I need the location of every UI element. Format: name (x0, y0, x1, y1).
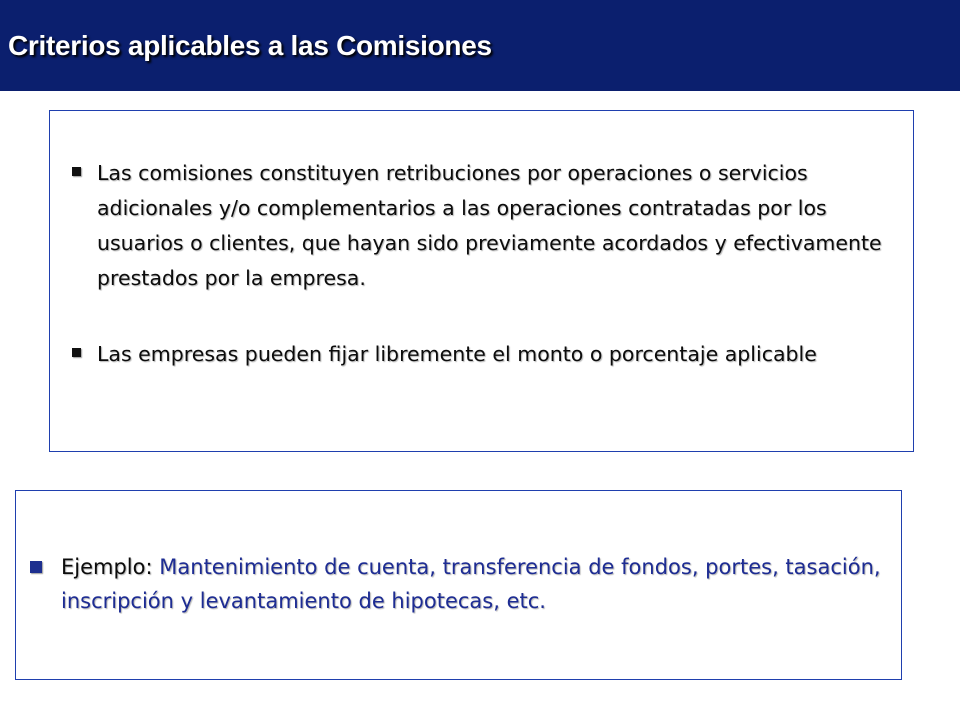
bullet-item-commissions (62, 156, 902, 296)
example-text: Mantenimiento de cuenta, transferencia de fondos, portes, tasación, inscripción y levantamiento de hipotecas, etc. (61, 555, 881, 613)
example-content (61, 550, 897, 618)
example-item (27, 550, 897, 618)
square-bullet-icon (62, 337, 97, 372)
title-bar (0, 0, 960, 91)
bullet-text: Las comisiones constituyen retribuciones por operaciones o servicios adicionales y/o complementarios a las operaciones contratadas por los usuarios o clientes, que hayan sido previamente acordados y efectivamente prestados por la empresa. (97, 161, 882, 290)
bullet-item-companies (62, 337, 902, 372)
bullet-text: Las empresas pueden fijar libremente el monto o porcentaje aplicable (97, 342, 817, 366)
square-bullet-icon (27, 550, 61, 584)
page-title: Criterios aplicables a las Comisiones (8, 30, 492, 61)
square-bullet-icon (62, 156, 97, 191)
example-label: Ejemplo: (61, 555, 153, 579)
